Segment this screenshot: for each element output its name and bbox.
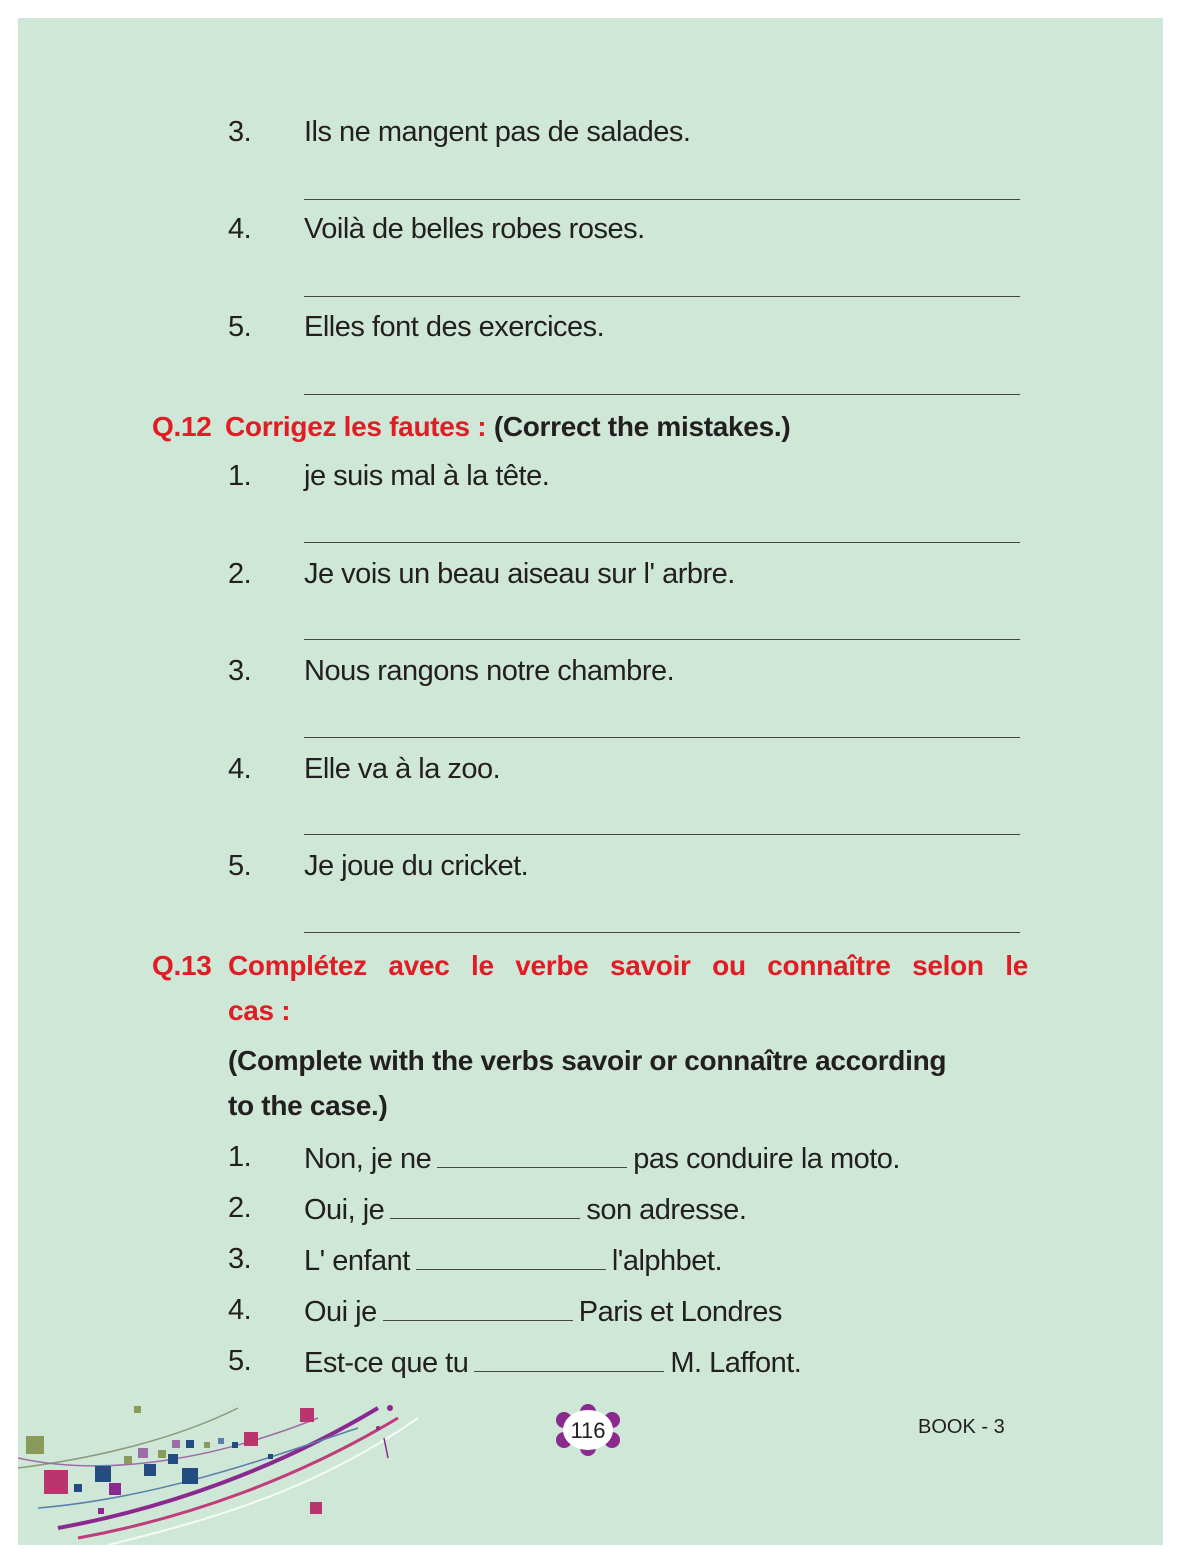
item-sentence: Je vois un beau aiseau sur l' arbre. (304, 558, 735, 590)
item-number: 1. (228, 460, 252, 492)
item-number: 3. (228, 116, 252, 148)
fill-blank[interactable] (474, 1345, 664, 1372)
item-text-before: Non, je ne (304, 1143, 432, 1175)
item-text-before: Oui, je (304, 1194, 385, 1226)
item-sentence: Ils ne mangent pas de salades. (304, 116, 691, 148)
fill-blank[interactable] (416, 1243, 606, 1270)
item-number: 5. (228, 311, 252, 343)
question-title-en: (Correct the mistakes.) (493, 411, 791, 442)
item-text-after: pas conduire la moto. (633, 1143, 900, 1175)
answer-line[interactable] (304, 542, 1020, 543)
answer-line[interactable] (304, 737, 1020, 738)
book-label: BOOK - 3 (918, 1416, 1005, 1438)
item-sentence: Elles font des exercices. (304, 311, 605, 343)
item-number: 5. (228, 1345, 252, 1377)
question-label: Q.12 (152, 411, 212, 442)
question-13-label: Q.13 (152, 950, 212, 981)
question-title-en-line2: to the case.) (228, 1090, 388, 1121)
fill-blank[interactable] (383, 1294, 573, 1321)
page-number: 116 (570, 1418, 606, 1443)
question-title-fr: Corrigez les fautes : (225, 411, 487, 442)
answer-line[interactable] (304, 394, 1020, 395)
item-text-after: Paris et Londres (578, 1296, 782, 1328)
fill-blank[interactable] (437, 1141, 627, 1168)
question-title-fr-line1: Complétez avec le verbe savoir ou connaître selon le (228, 950, 1028, 981)
item-sentence: Je joue du cricket. (304, 850, 529, 882)
item-text-after: son adresse. (586, 1194, 747, 1226)
answer-line[interactable] (304, 932, 1020, 933)
worksheet-page (18, 18, 1163, 1545)
item-number: 3. (228, 655, 252, 687)
question-title-en-line1: (Complete with the verbs savoir or connaître according (228, 1045, 947, 1076)
answer-line[interactable] (304, 639, 1020, 640)
item-number: 4. (228, 213, 252, 245)
answer-line[interactable] (304, 834, 1020, 835)
item-text-before: L' enfant (304, 1245, 410, 1277)
answer-line[interactable] (304, 199, 1020, 200)
question-title-fr-line2: cas : (228, 995, 291, 1026)
item-number: 3. (228, 1243, 252, 1275)
item-number: 4. (228, 1294, 252, 1326)
item-number: 2. (228, 1192, 252, 1224)
answer-line[interactable] (304, 296, 1020, 297)
item-sentence: Elle va à la zoo. (304, 753, 501, 785)
item-number: 5. (228, 850, 252, 882)
item-sentence: Nous rangons notre chambre. (304, 655, 675, 687)
item-number: 4. (228, 753, 252, 785)
item-text-after: l'alphbet. (611, 1245, 723, 1277)
item-sentence: je suis mal à la tête. (304, 460, 550, 492)
decorative-swoosh (18, 1398, 438, 1545)
item-sentence: Voilà de belles robes roses. (304, 213, 645, 245)
fill-blank[interactable] (390, 1192, 580, 1219)
item-text-before: Oui je (304, 1296, 377, 1328)
item-text-before: Est-ce que tu (304, 1347, 469, 1379)
question-12-heading (152, 411, 790, 443)
item-text-after: M. Laffont. (670, 1347, 802, 1379)
item-number: 2. (228, 558, 252, 590)
item-number: 1. (228, 1141, 252, 1173)
